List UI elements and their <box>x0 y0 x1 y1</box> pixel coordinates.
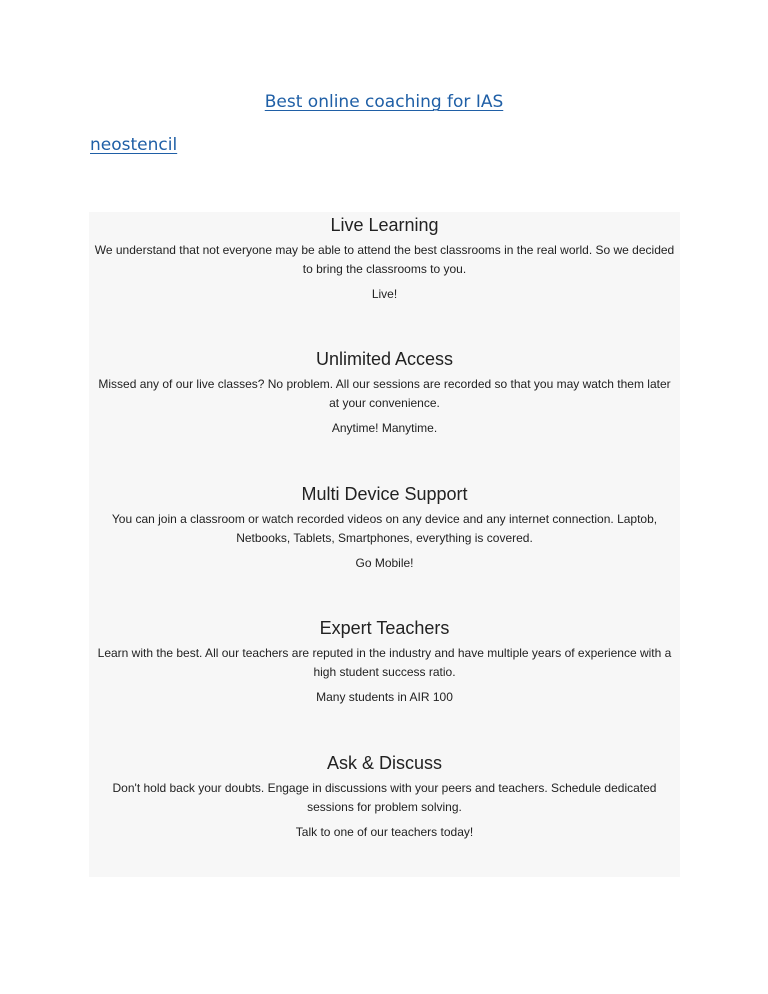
feature-heading: Unlimited Access <box>315 349 454 369</box>
feature-expert-teachers <box>89 616 680 705</box>
feature-tagline: Many students in AIR 100 <box>316 690 453 704</box>
feature-heading: Expert Teachers <box>319 618 450 638</box>
feature-description: Learn with the best. All our teachers are reputed in the industry and have multiple years of experience with a high student success ratio. <box>97 646 672 679</box>
feature-tagline: Live! <box>371 287 398 301</box>
feature-description: Missed any of our live classes? No problem. All our sessions are recorded so that you may watch them later at your convenience. <box>98 377 671 410</box>
feature-tagline: Talk to one of our teachers today! <box>295 825 474 839</box>
features-panel <box>89 212 680 877</box>
feature-ask-and-discuss <box>89 751 680 840</box>
feature-tagline: Anytime! Manytime. <box>331 421 438 435</box>
feature-heading: Multi Device Support <box>301 484 468 504</box>
feature-multi-device-support <box>89 482 680 571</box>
feature-description: You can join a classroom or watch recorded videos on any device and any internet connection. Laptob, Netbooks, Tablets, Smartphones, everything is covered. <box>111 512 658 545</box>
feature-unlimited-access <box>89 347 680 436</box>
feature-live-learning <box>89 213 680 302</box>
feature-description: We understand that not everyone may be able to attend the best classrooms in the real world. So we decided to bring the classrooms to you. <box>94 243 675 276</box>
feature-heading: Live Learning <box>330 215 439 235</box>
feature-heading: Ask & Discuss <box>326 753 443 773</box>
title-link[interactable]: Best online coaching for IAS <box>264 92 504 112</box>
feature-tagline: Go Mobile! <box>355 556 414 570</box>
brand-link[interactable]: neostencil <box>90 135 178 155</box>
feature-description: Don't hold back your doubts. Engage in discussions with your peers and teachers. Schedule dedicated sessions for problem solving. <box>112 781 657 814</box>
